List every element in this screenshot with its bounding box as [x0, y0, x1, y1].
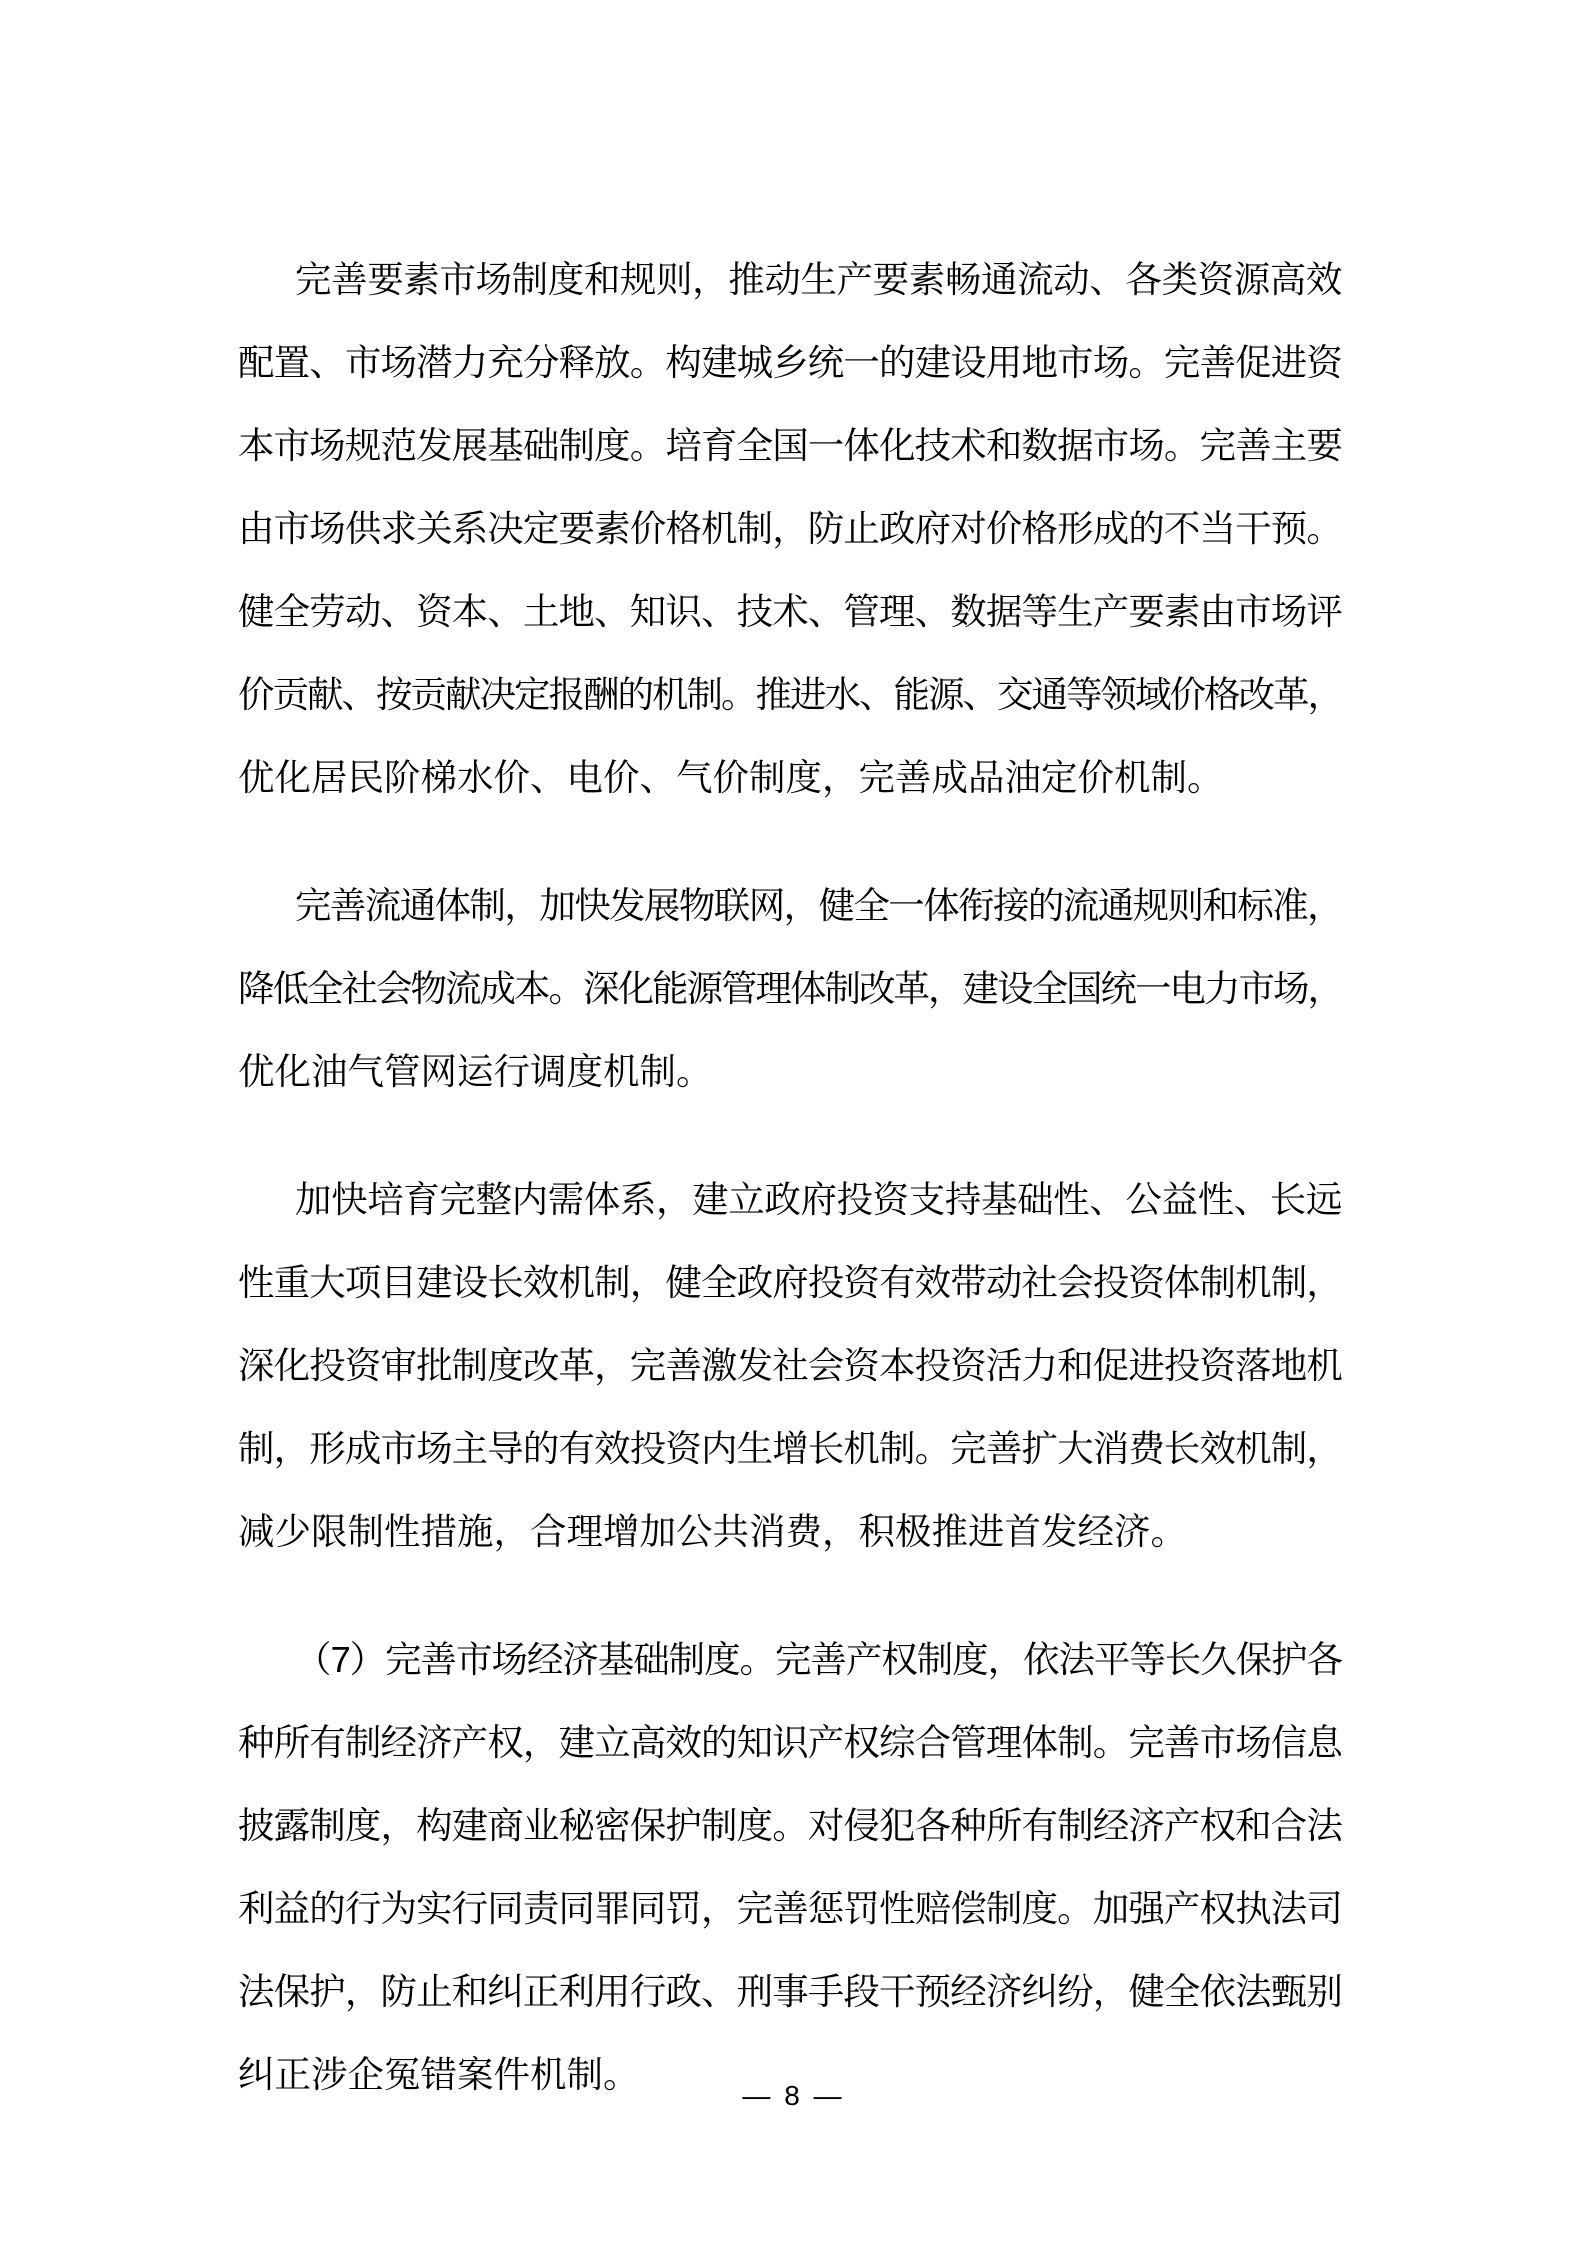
text-line: 降低全社会物流成本。深化能源管理体制改革，建设全国统一电力市场，: [238, 968, 1342, 1009]
text-line: 减少限制性措施，合理增加公共消费，积极推进首发经济。: [238, 1511, 1187, 1552]
text-line: （7）完善市场经济基础制度。完善产权制度，依法平等长久保护各: [295, 1639, 1342, 1680]
text-line: 本市场规范发展基础制度。培育全国一体化技术和数据市场。完善主要: [238, 425, 1342, 466]
document-body: [238, 193, 1342, 2153]
text-line: 优化油气管网运行调度机制。: [238, 1051, 713, 1092]
text-line: 完善要素市场制度和规则，推动生产要素畅通流动、各类资源高效: [295, 259, 1342, 300]
text-line: 优化居民阶梯水价、电价、气价制度，完善成品油定价机制。: [238, 757, 1224, 798]
text-line: 配置、市场潜力充分释放。构建城乡统一的建设用地市场。完善促进资: [238, 342, 1342, 383]
text-line: 价贡献、按贡献决定报酬的机制。推进水、能源、交通等领域价格改革，: [238, 674, 1342, 715]
text-line: 加快培育完整内需体系，建立政府投资支持基础性、公益性、长远: [295, 1179, 1342, 1220]
text-line: 完善流通体制，加快发展物联网，健全一体衔接的流通规则和标准，: [295, 885, 1342, 926]
text-line: 深化投资审批制度改革，完善激发社会资本投资活力和促进投资落地机: [238, 1345, 1342, 1386]
text-line: 纠正涉企冤错案件机制。: [238, 2054, 640, 2095]
text-line: 种所有制经济产权，建立高效的知识产权综合管理体制。完善市场信息: [238, 1722, 1342, 1763]
text-line: 披露制度，构建商业秘密保护制度。对侵犯各种所有制经济产权和合法: [238, 1805, 1342, 1846]
text-line: 法保护，防止和纠正利用行政、刑事手段干预经济纠纷，健全依法甄别: [238, 1971, 1342, 2012]
text-line: 由市场供求关系决定要素价格机制，防止政府对价格形成的不当干预。: [238, 508, 1342, 549]
text-line: 性重大项目建设长效机制，健全政府投资有效带动社会投资体制机制，: [238, 1262, 1342, 1303]
text-line: 制，形成市场主导的有效投资内生增长机制。完善扩大消费长效机制，: [238, 1428, 1342, 1469]
page-number: — 8 —: [742, 2080, 845, 2111]
text-line: 利益的行为实行同责同罪同罚，完善惩罚性赔偿制度。加强产权执法司: [238, 1888, 1342, 1929]
text-line: 健全劳动、资本、土地、知识、技术、管理、数据等生产要素由市场评: [238, 591, 1342, 632]
